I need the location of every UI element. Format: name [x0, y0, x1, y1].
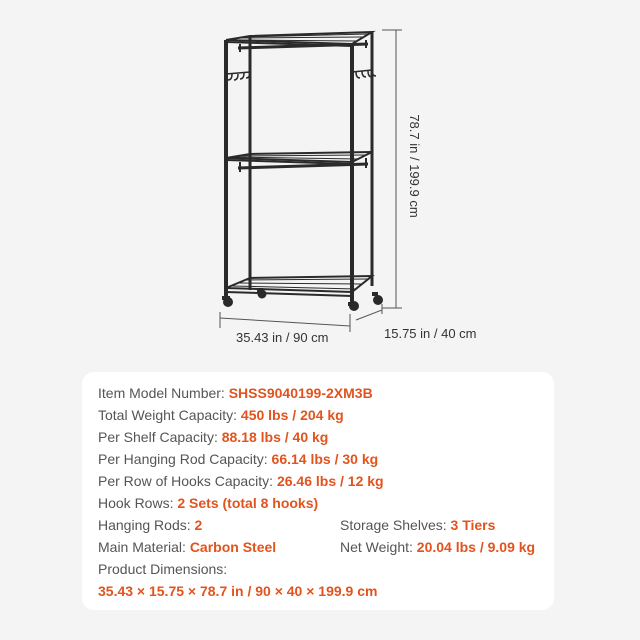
wheel-front-left [223, 297, 233, 307]
spec-total-weight [98, 406, 344, 424]
spec-hook-rows [98, 494, 318, 512]
spec-model-number [98, 384, 373, 402]
spec-product-dimensions-value [98, 582, 377, 600]
width-dimension-line [220, 318, 350, 326]
spec-label: Hook Rows: [98, 495, 178, 511]
spec-label: Storage Shelves: [340, 517, 451, 533]
spec-label: Item Model Number: [98, 385, 229, 401]
wheel-back-right [373, 295, 383, 305]
spec-label: Main Material: [98, 539, 190, 555]
spec-label: Per Row of Hooks Capacity: [98, 473, 277, 489]
wheel-front-right [349, 301, 359, 311]
spec-value: SHSS9040199-2XM3B [228, 385, 373, 401]
spec-value: 2 [194, 517, 203, 533]
spec-label: Hanging Rods: [98, 517, 195, 533]
spec-value: 450 lbs / 204 kg [240, 407, 344, 423]
spec-material [98, 538, 276, 556]
spec-product-dimensions-label [98, 560, 227, 578]
spec-value: 35.43 × 15.75 × 78.7 in / 90 × 40 × 199.9 cm [98, 583, 378, 599]
left-hook-row [226, 72, 250, 80]
spec-label: Per Hanging Rod Capacity: [98, 451, 272, 467]
spec-hanging-rods [98, 516, 202, 534]
spec-label: Product Dimensions: [98, 561, 228, 577]
spec-per-shelf [98, 428, 328, 446]
wheel-back-left [258, 290, 267, 299]
depth-label: 15.75 in / 40 cm [384, 326, 477, 341]
spec-per-rod [98, 450, 378, 468]
spec-value: 2 Sets (total 8 hooks) [177, 495, 319, 511]
spec-storage-shelves [340, 516, 495, 534]
caster-wheels [222, 288, 383, 311]
spec-value: Carbon Steel [189, 539, 277, 555]
spec-label: Net Weight: [340, 539, 417, 555]
spec-value: 88.18 lbs / 40 kg [221, 429, 329, 445]
specifications-card [82, 372, 554, 610]
height-label: 78.7 in / 199.9 cm [407, 114, 422, 218]
spec-per-hook-row [98, 472, 384, 490]
spec-value: 3 Tiers [450, 517, 496, 533]
depth-dimension-line [356, 310, 382, 320]
spec-value: 26.46 lbs / 12 kg [276, 473, 384, 489]
spec-value: 66.14 lbs / 30 kg [271, 451, 379, 467]
spec-net-weight [340, 538, 535, 556]
spec-value: 20.04 lbs / 9.09 kg [416, 539, 536, 555]
spec-label: Per Shelf Capacity: [98, 429, 222, 445]
spec-label: Total Weight Capacity: [98, 407, 241, 423]
width-label: 35.43 in / 90 cm [236, 330, 329, 345]
